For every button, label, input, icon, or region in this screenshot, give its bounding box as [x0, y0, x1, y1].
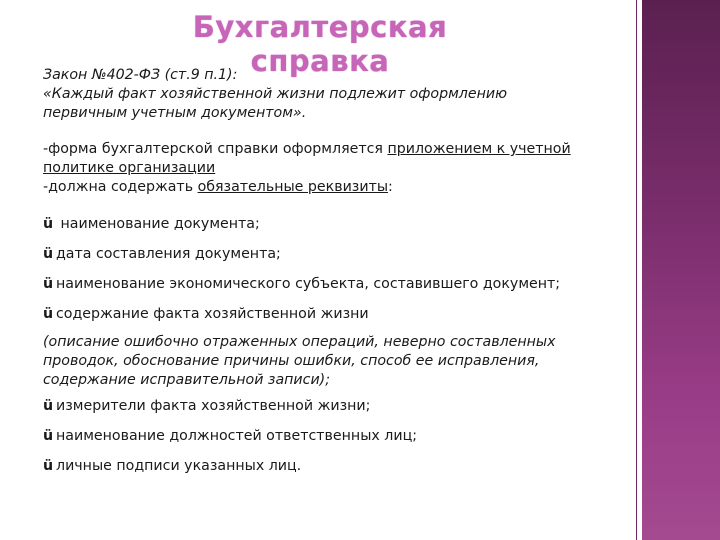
list-item — [43, 427, 615, 446]
check-icon: ü — [43, 306, 54, 322]
list-item-text: содержание факта хозяйственной жизни — [56, 306, 369, 322]
list-item-text: наименование должностей ответственных лиц; — [56, 428, 418, 444]
law-quote-line-2: первичным учетным документом». — [43, 105, 307, 121]
check-icon: ü — [43, 246, 54, 262]
slide-title: Бухгалтерская справка — [192, 10, 448, 78]
slide-body — [43, 66, 615, 487]
list-item — [43, 457, 615, 476]
list-item — [43, 215, 615, 234]
list-item-text: личные подписи указанных лиц. — [56, 458, 302, 474]
list-item — [43, 275, 615, 294]
law-quote-line-1: «Каждый факт хозяйственной жизни подлежит оформлению — [43, 86, 508, 102]
list-item-text: наименование документа; — [56, 216, 260, 232]
check-icon: ü — [43, 276, 54, 292]
mandatory-requisites-text: обязательные реквизиты — [197, 179, 389, 195]
list-item-text: дата составления документа; — [56, 246, 281, 262]
accounting-policy-appendix-text: приложением к учетной политике организации — [43, 141, 571, 176]
content-explanation-note: (описание ошибочно отраженных операций, неверно составленных проводок, обоснование причины ошибки, способ ее исправления, содержание исправительной записи); — [43, 334, 556, 388]
list-item — [43, 245, 615, 264]
list-item-text: наименование экономического субъекта, составившего документ; — [56, 276, 561, 292]
divider-line — [636, 0, 637, 540]
requisites-statement — [43, 178, 615, 197]
check-icon: ü — [43, 458, 54, 474]
list-item-text: измерители факта хозяйственной жизни; — [56, 398, 371, 414]
list-item — [43, 305, 615, 324]
decorative-side-panel — [642, 0, 720, 540]
requisites-suffix: : — [388, 179, 393, 195]
check-icon: ü — [43, 428, 54, 444]
check-icon: ü — [43, 216, 54, 232]
requisites-list — [43, 215, 615, 476]
requisites-prefix: -должна содержать — [43, 179, 198, 195]
form-statement — [43, 140, 615, 178]
law-reference: Закон №402-ФЗ (ст.9 п.1): — [43, 67, 238, 83]
form-statement-prefix: -форма бухгалтерской справки оформляется — [43, 141, 388, 157]
check-icon: ü — [43, 398, 54, 414]
list-item — [43, 397, 615, 416]
